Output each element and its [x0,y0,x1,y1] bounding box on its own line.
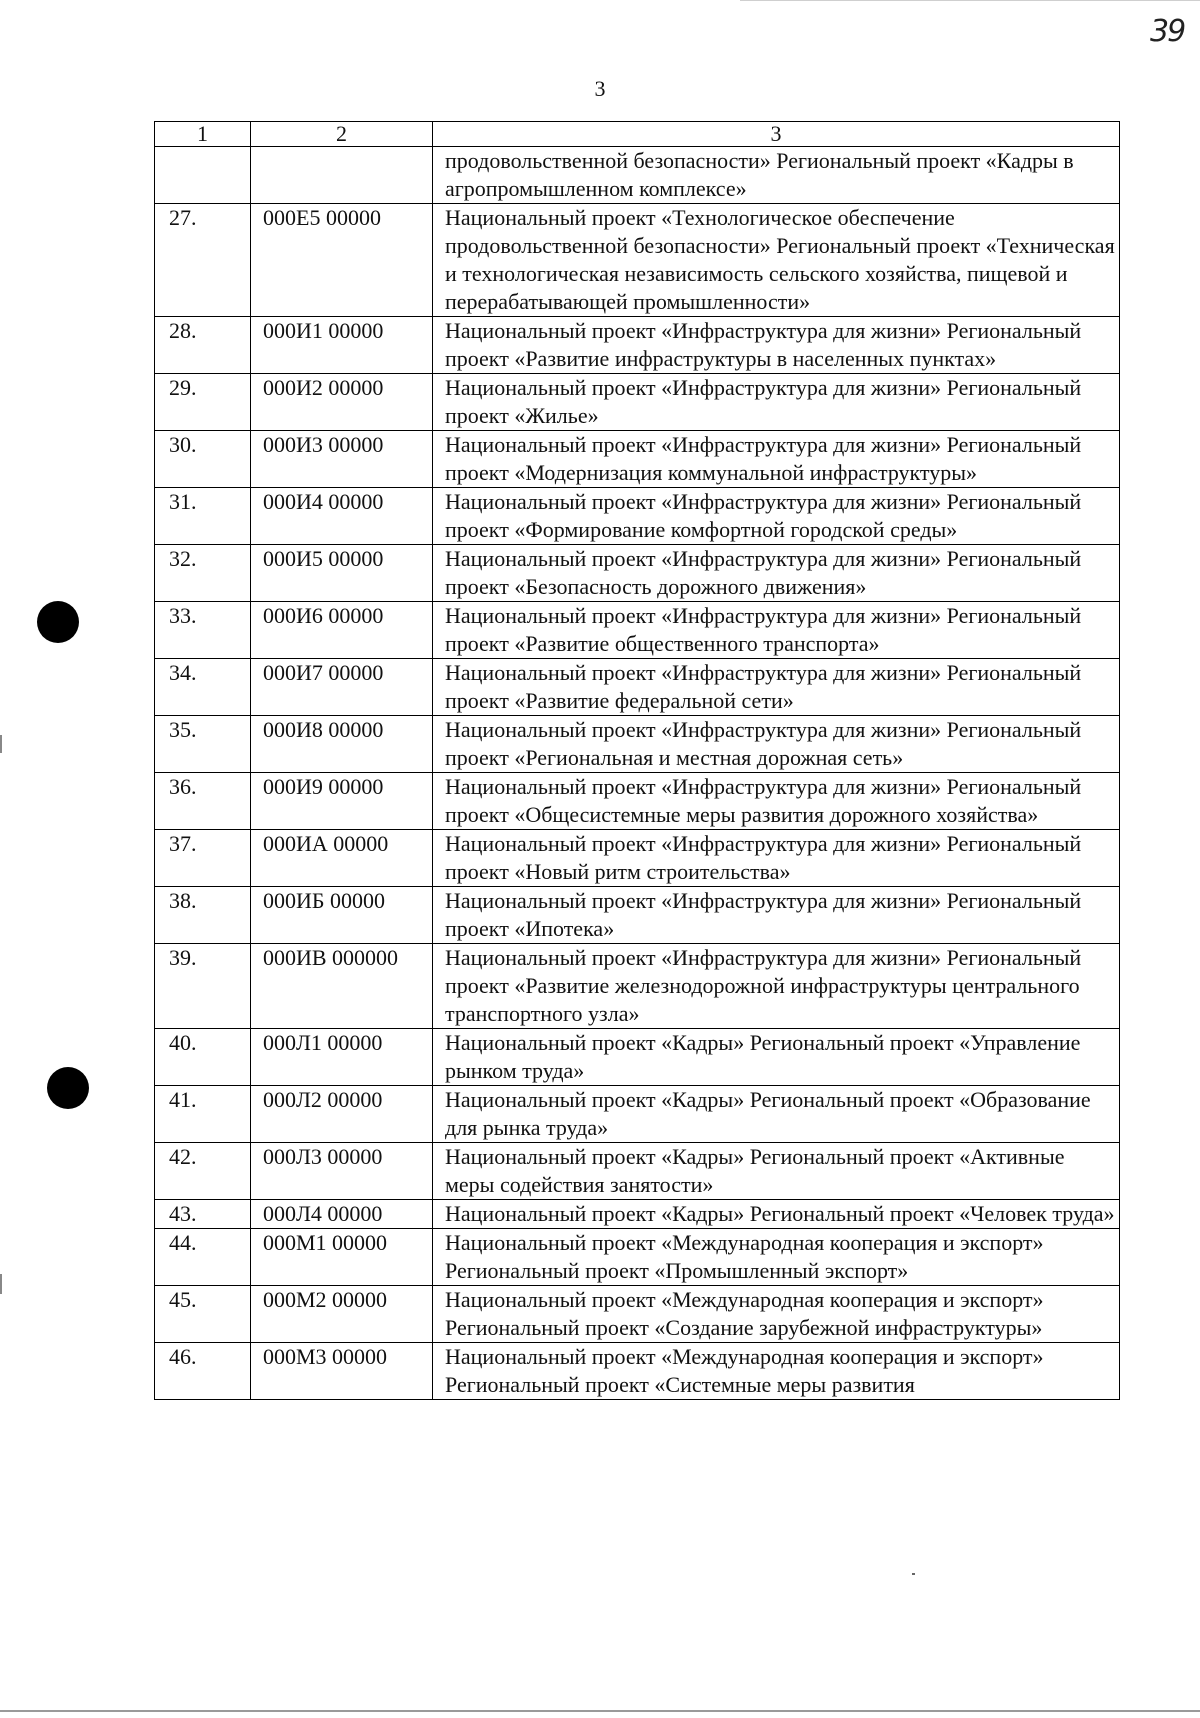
row-code: 000ИВ 000000 [251,944,433,1029]
row-description: Национальный проект «Инфраструктура для жизни» Региональный проект «Региональная и местная дорожная сеть» [433,716,1120,773]
table-row [155,1343,1120,1400]
table-row [155,1086,1120,1143]
row-code: 000Е5 00000 [251,204,433,317]
row-number: 30. [155,431,251,488]
row-code: 000ИА 00000 [251,830,433,887]
table-row [155,602,1120,659]
table-row [155,204,1120,317]
row-code: 000И1 00000 [251,317,433,374]
row-description: Национальный проект «Инфраструктура для жизни» Региональный проект «Ипотека» [433,887,1120,944]
punch-hole-mark [37,601,79,643]
row-code: 000М2 00000 [251,1286,433,1343]
header-cell-3: 3 [433,122,1120,147]
row-description: Национальный проект «Инфраструктура для жизни» Региональный проект «Новый ритм строительства» [433,830,1120,887]
row-description: Национальный проект «Инфраструктура для жизни» Региональный проект «Развитие железнодорожной инфраструктуры центрального транспортного узла» [433,944,1120,1029]
table-row [155,830,1120,887]
row-description: Национальный проект «Кадры» Региональный проект «Образование для рынка труда» [433,1086,1120,1143]
row-description: Национальный проект «Инфраструктура для жизни» Региональный проект «Безопасность дорожного движения» [433,545,1120,602]
table-row [155,659,1120,716]
row-code: 000И8 00000 [251,716,433,773]
row-code: 000Л2 00000 [251,1086,433,1143]
bottom-edge-line [0,1710,1200,1712]
table-row [155,944,1120,1029]
row-description: Национальный проект «Международная кооперация и экспорт» Региональный проект «Системные меры развития [433,1343,1120,1400]
row-number: 31. [155,488,251,545]
row-number: 41. [155,1086,251,1143]
page-number: 3 [594,76,606,101]
table-header-row [155,122,1120,147]
row-number [155,147,251,204]
row-code: 000ИБ 00000 [251,887,433,944]
row-number: 43. [155,1200,251,1229]
table-row [155,1143,1120,1200]
row-number: 35. [155,716,251,773]
row-description: Национальный проект «Кадры» Региональный проект «Человек труда» [433,1200,1120,1229]
row-description: Национальный проект «Инфраструктура для жизни» Региональный проект «Жилье» [433,374,1120,431]
punch-hole-mark [47,1067,89,1109]
row-number: 27. [155,204,251,317]
row-number: 32. [155,545,251,602]
budget-classification-table [154,121,1120,1400]
top-edge-line [740,0,1200,1]
row-number: 44. [155,1229,251,1286]
row-number: 39. [155,944,251,1029]
row-description: Национальный проект «Инфраструктура для жизни» Региональный проект «Модернизация коммунальной инфраструктуры» [433,431,1120,488]
row-number: 29. [155,374,251,431]
table-row [155,431,1120,488]
row-number: 33. [155,602,251,659]
table-row [155,1029,1120,1086]
row-code [251,147,433,204]
row-number: 45. [155,1286,251,1343]
header-cell-1: 1 [155,122,251,147]
row-description: Национальный проект «Инфраструктура для жизни» Региональный проект «Развитие общественного транспорта» [433,602,1120,659]
table-row [155,317,1120,374]
row-number: 28. [155,317,251,374]
row-description: Национальный проект «Инфраструктура для жизни» Региональный проект «Формирование комфортной городской среды» [433,488,1120,545]
row-code: 000Л1 00000 [251,1029,433,1086]
table-row [155,1286,1120,1343]
row-code: 000И7 00000 [251,659,433,716]
row-description: продовольственной безопасности» Региональный проект «Кадры в агропромышленном комплексе» [433,147,1120,204]
row-description: Национальный проект «Международная кооперация и экспорт» Региональный проект «Создание зарубежной инфраструктуры» [433,1286,1120,1343]
header-cell-2: 2 [251,122,433,147]
row-code: 000И6 00000 [251,602,433,659]
row-code: 000Л4 00000 [251,1200,433,1229]
handwritten-page-mark: 39 [1150,14,1185,49]
table-row [155,716,1120,773]
row-description: Национальный проект «Технологическое обеспечение продовольственной безопасности» Региональный проект «Техническая и технологическая независимость сельского хозяйства, пищевой и перерабатывающей промышленности» [433,204,1120,317]
table-row [155,773,1120,830]
row-code: 000И4 00000 [251,488,433,545]
row-description: Национальный проект «Инфраструктура для жизни» Региональный проект «Развитие федеральной сети» [433,659,1120,716]
row-number: 42. [155,1143,251,1200]
row-description: Национальный проект «Международная кооперация и экспорт» Региональный проект «Промышленный экспорт» [433,1229,1120,1286]
row-code: 000М1 00000 [251,1229,433,1286]
row-number: 46. [155,1343,251,1400]
row-description: Национальный проект «Кадры» Региональный проект «Активные меры содействия занятости» [433,1143,1120,1200]
table-body [155,122,1120,1400]
row-code: 000И3 00000 [251,431,433,488]
row-number: 36. [155,773,251,830]
table-row [155,1229,1120,1286]
margin-mark [0,735,2,753]
table-row [155,887,1120,944]
table-row [155,488,1120,545]
row-code: 000Л3 00000 [251,1143,433,1200]
row-code: 000М3 00000 [251,1343,433,1400]
row-number: 34. [155,659,251,716]
table-row [155,374,1120,431]
row-number: 40. [155,1029,251,1086]
scan-speck [912,1573,915,1575]
row-description: Национальный проект «Инфраструктура для жизни» Региональный проект «Общесистемные меры развития дорожного хозяйства» [433,773,1120,830]
table-row [155,545,1120,602]
row-description: Национальный проект «Инфраструктура для жизни» Региональный проект «Развитие инфраструктуры в населенных пунктах» [433,317,1120,374]
row-number: 38. [155,887,251,944]
row-number: 37. [155,830,251,887]
margin-mark [0,1274,2,1294]
row-code: 000И5 00000 [251,545,433,602]
row-code: 000И9 00000 [251,773,433,830]
row-code: 000И2 00000 [251,374,433,431]
table-row [155,1200,1120,1229]
row-description: Национальный проект «Кадры» Региональный проект «Управление рынком труда» [433,1029,1120,1086]
table-row-continued [155,147,1120,204]
